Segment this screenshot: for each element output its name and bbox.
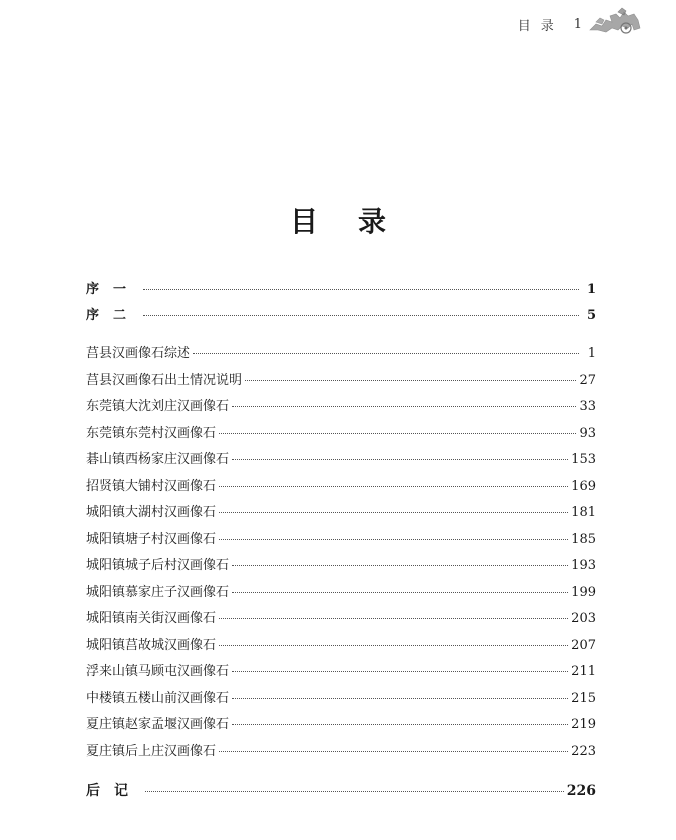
dot-leader xyxy=(232,671,568,672)
toc-entry-label: 中楼镇五楼山前汉画像石 xyxy=(86,690,230,706)
toc-entry-page: 169 xyxy=(571,478,596,494)
toc-entry-label: 东莞镇大沈刘庄汉画像石 xyxy=(86,399,230,414)
dot-leader xyxy=(145,791,564,792)
toc-entry-page: 181 xyxy=(571,505,596,520)
toc-entry-page: 153 xyxy=(571,452,596,467)
toc-entry[interactable] xyxy=(86,740,596,767)
toc-entry-page: 93 xyxy=(579,425,596,441)
running-header-page-number: 1 xyxy=(573,16,582,32)
toc-entry-page: 219 xyxy=(571,717,596,732)
toc-entry-page: 203 xyxy=(571,611,596,626)
toc-entry-afterword[interactable] xyxy=(86,780,596,807)
toc-entry-label: 城阳镇南关街汉画像石 xyxy=(86,611,217,626)
dot-leader xyxy=(219,433,576,434)
toc-entry-page: 223 xyxy=(571,743,596,759)
toc-entry-label: 城阳镇城子后村汉画像石 xyxy=(86,558,230,573)
toc-entry-label: 碁山镇西杨家庄汉画像石 xyxy=(86,452,230,467)
dot-leader xyxy=(232,724,568,725)
toc-entry-label: 莒县汉画像石出土情况说明 xyxy=(86,372,243,388)
toc-entry-label: 城阳镇大湖村汉画像石 xyxy=(86,505,217,520)
toc-entry[interactable] xyxy=(86,528,596,555)
toc-entry[interactable] xyxy=(86,687,596,714)
dot-leader xyxy=(219,539,568,540)
running-header-title: 目录 xyxy=(517,18,564,34)
toc-entry-label: 城阳镇塘子村汉画像石 xyxy=(86,531,217,547)
afterword-group xyxy=(86,780,596,807)
dot-leader xyxy=(193,353,579,354)
dot-leader xyxy=(219,751,568,752)
toc-entry-label: 夏庄镇赵家孟堰汉画像石 xyxy=(86,717,230,732)
toc-entry[interactable] xyxy=(86,304,596,330)
dot-leader xyxy=(245,380,576,381)
toc-entry-page: 27 xyxy=(579,372,596,388)
toc-entry-page: 1 xyxy=(586,282,596,297)
toc-entry[interactable] xyxy=(86,475,596,502)
toc-entry-page: 199 xyxy=(571,584,596,600)
toc-entry[interactable] xyxy=(86,634,596,661)
toc-entry-label: 浮来山镇马顾屯汉画像石 xyxy=(86,664,230,679)
toc-entry[interactable] xyxy=(86,554,596,581)
dot-leader xyxy=(143,289,579,290)
dot-leader xyxy=(219,618,568,619)
toc-entry[interactable] xyxy=(86,395,596,422)
toc-entry[interactable] xyxy=(86,607,596,634)
toc-entry-page: 211 xyxy=(571,664,596,679)
toc-entry-label: 东莞镇东莞村汉画像石 xyxy=(86,425,217,441)
page-title: 目录 xyxy=(289,205,426,238)
dot-leader xyxy=(219,512,568,513)
dot-leader xyxy=(232,592,568,593)
toc-entry[interactable] xyxy=(86,713,596,740)
toc-entry-page: 33 xyxy=(579,399,596,414)
toc-entry[interactable] xyxy=(86,369,596,396)
toc-entry-page: 185 xyxy=(571,531,596,547)
toc-entry[interactable] xyxy=(86,448,596,475)
chariot-relief-ornament-icon xyxy=(588,6,642,36)
toc-entry-page: 193 xyxy=(571,558,596,573)
toc-entry-label: 招贤镇大铺村汉画像石 xyxy=(86,478,217,494)
toc-entry-page: 207 xyxy=(571,637,596,653)
dot-leader xyxy=(219,645,568,646)
toc-entry[interactable] xyxy=(86,581,596,608)
toc-entry-page: 226 xyxy=(566,783,596,799)
toc-entry-label: 夏庄镇后上庄汉画像石 xyxy=(86,743,217,759)
prefaces-group xyxy=(86,278,596,330)
toc-entry-page: 1 xyxy=(587,346,596,361)
main-entries-group xyxy=(86,342,596,766)
toc-entry-label: 城阳镇莒故城汉画像石 xyxy=(86,637,217,653)
toc-entry[interactable] xyxy=(86,501,596,528)
toc-entry-label: 序一 xyxy=(86,282,141,297)
toc-entry[interactable] xyxy=(86,422,596,449)
toc-entry[interactable] xyxy=(86,278,596,304)
dot-leader xyxy=(232,459,568,460)
toc-entry-label: 序二 xyxy=(86,308,141,323)
toc-entry-page: 5 xyxy=(586,308,596,323)
dot-leader xyxy=(232,698,568,699)
dot-leader xyxy=(219,486,568,487)
toc-entry[interactable] xyxy=(86,342,596,369)
table-of-contents xyxy=(86,278,596,807)
toc-entry-label: 莒县汉画像石综述 xyxy=(86,346,191,361)
toc-entry-label: 城阳镇慕家庄子汉画像石 xyxy=(86,584,230,600)
dot-leader xyxy=(232,406,576,407)
toc-entry[interactable] xyxy=(86,660,596,687)
toc-entry-label: 后记 xyxy=(86,783,142,799)
dot-leader xyxy=(232,565,568,566)
toc-entry-page: 215 xyxy=(571,690,596,706)
dot-leader xyxy=(143,315,579,316)
running-header xyxy=(518,14,642,34)
